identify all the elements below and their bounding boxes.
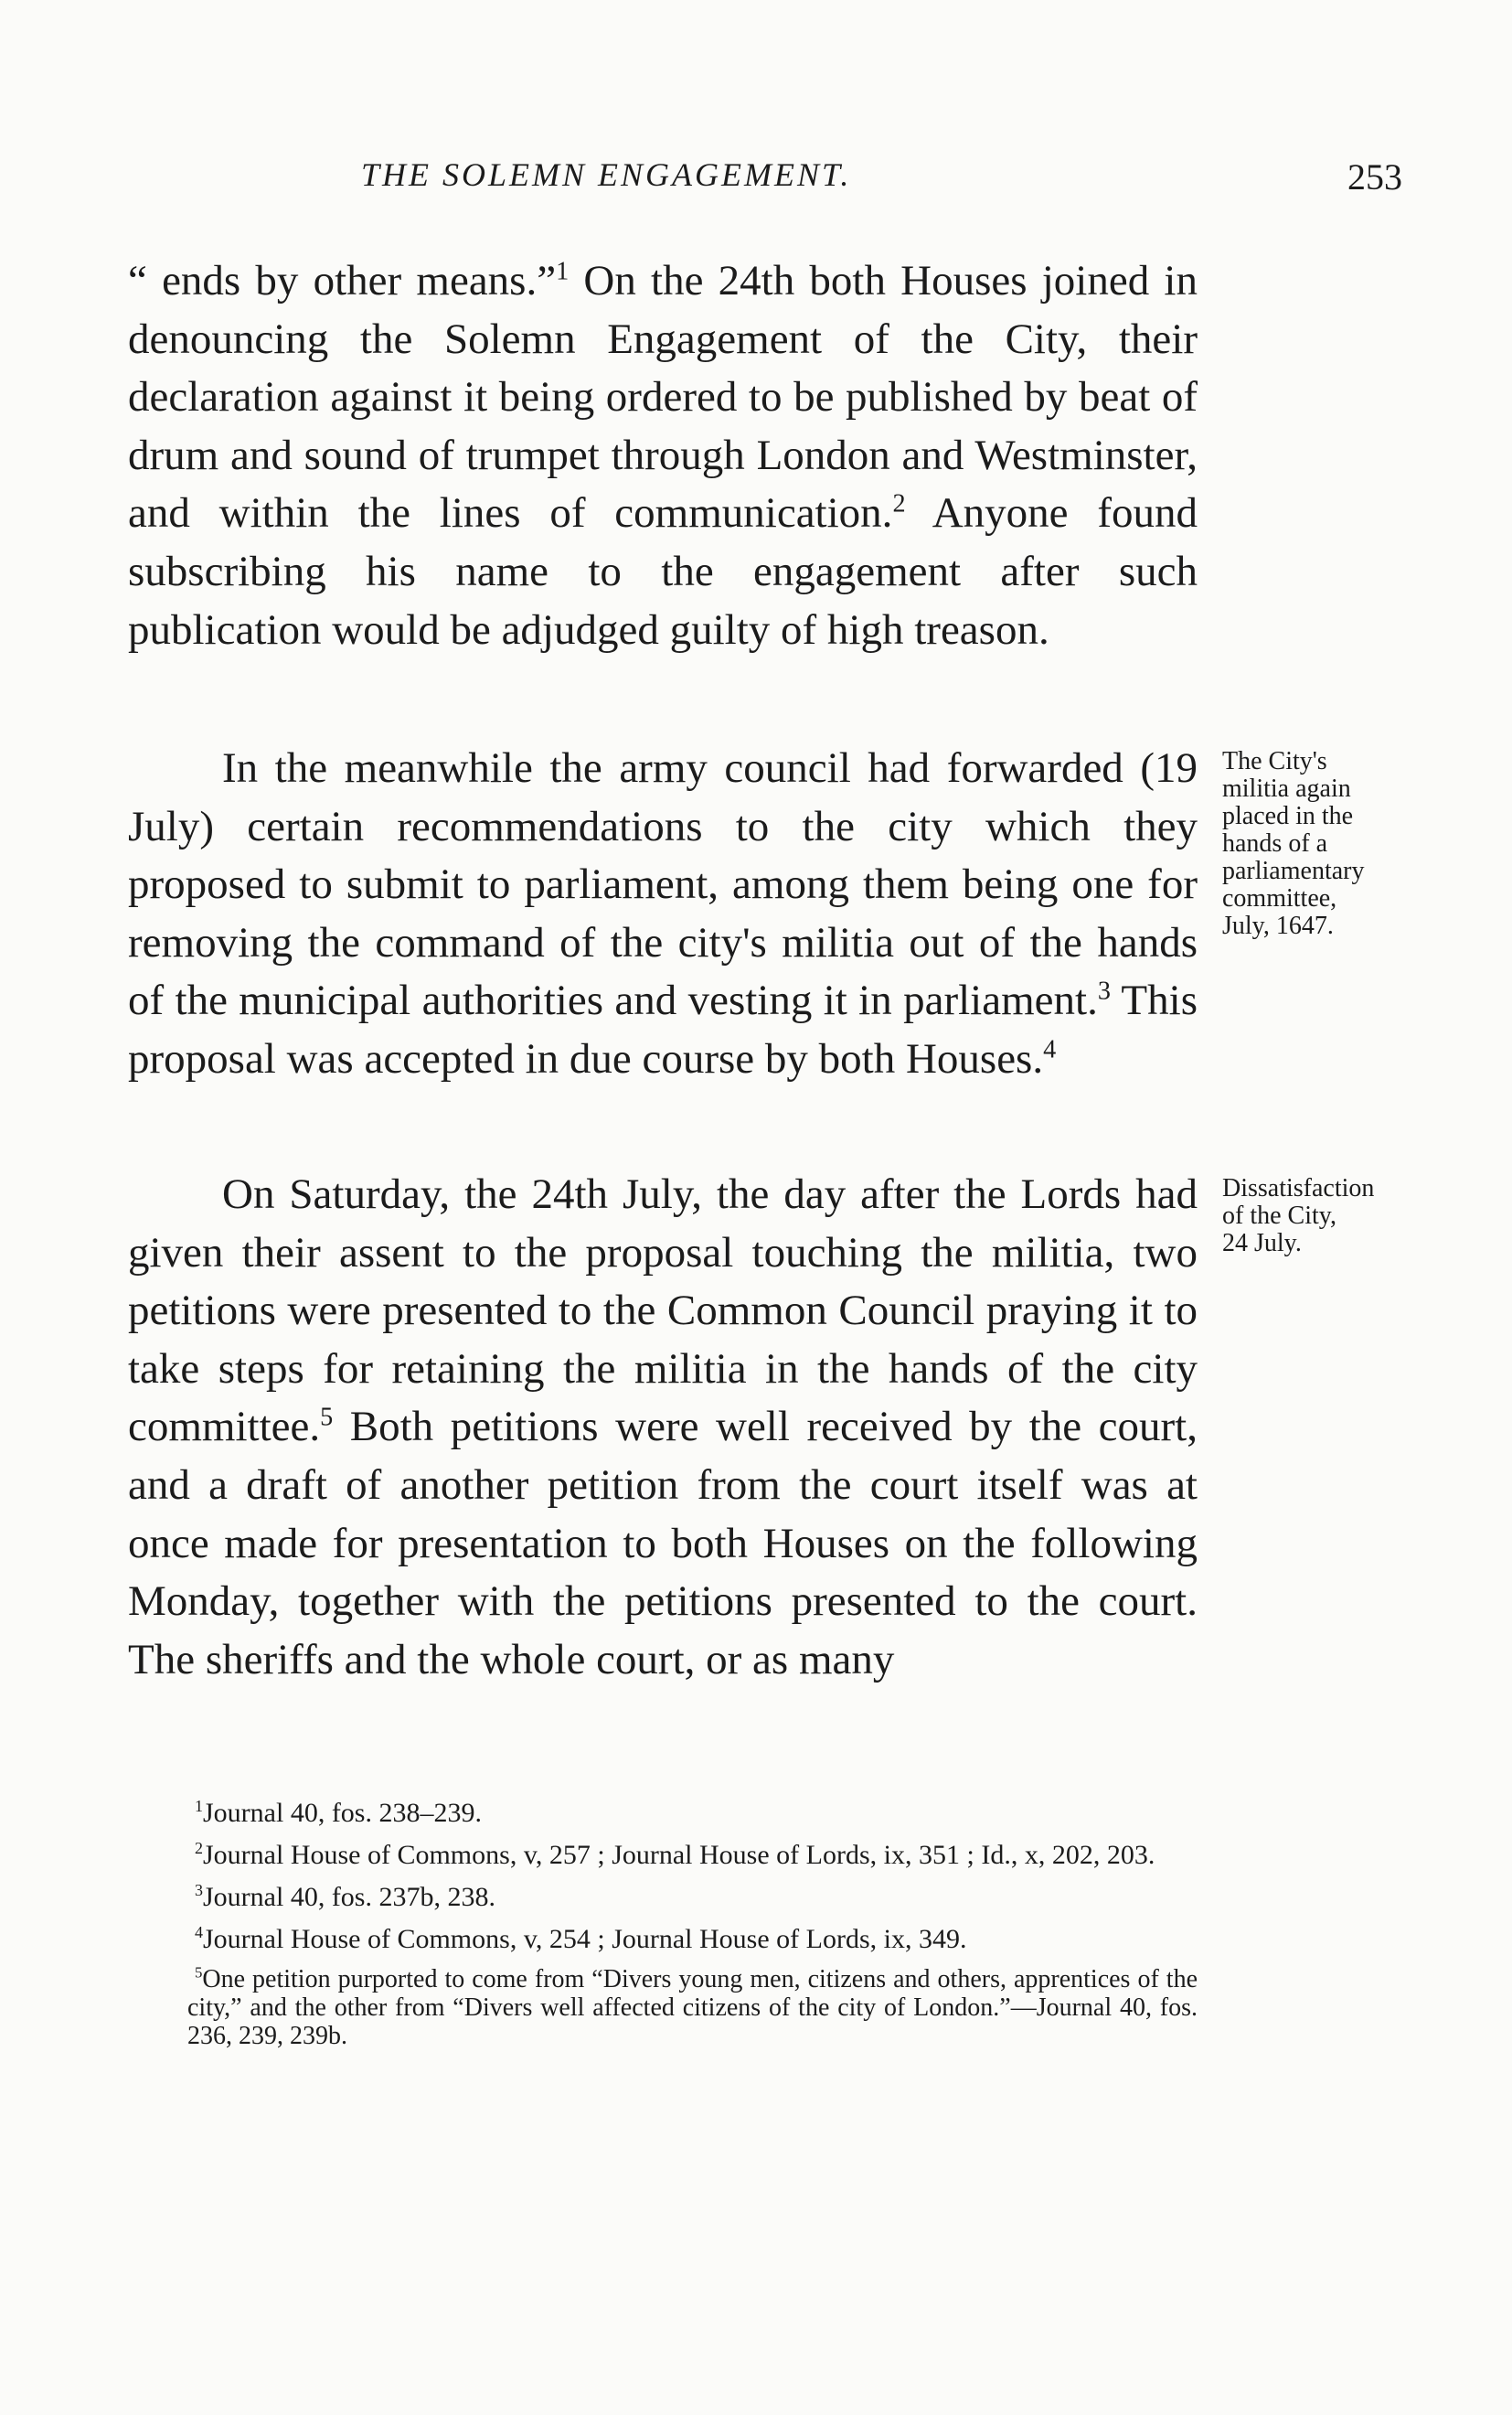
- footnote-mark: 5: [195, 1963, 203, 1982]
- footnote-3: [187, 1881, 1198, 1914]
- body-paragraph-2: [128, 740, 1198, 1089]
- text-run: Anyone found subscribing his name to the engagement after such publication would be adjudged guilty of high treason.: [128, 489, 1198, 654]
- footnote-5: [187, 1965, 1198, 2050]
- body-paragraph-1: [128, 252, 1198, 659]
- footnote-text: One petition purported to come from “Divers young men, citizens and others, apprentices of the city,” and the other from “Divers well affected citizens of the city of London.”—Journal 40, fos. 236, 239, 239b.: [187, 1965, 1198, 2050]
- footnote-text: Journal House of Commons, v, 254 ; Journal House of Lords, ix, 349.: [203, 1924, 967, 1954]
- text-run: Both petitions were well received by the court, and a draft of another petition from the court itself was at once made for presentation to both Houses on the following Monday, together with the petitions presented to the court. The sheriffs and the whole court, or as many: [128, 1403, 1198, 1683]
- footnote-mark: 2: [195, 1839, 203, 1857]
- marginal-line: hands of a: [1222, 829, 1328, 858]
- footnote-ref-2: 2: [892, 489, 906, 518]
- footnote-mark: 4: [195, 1923, 203, 1941]
- footnote-text: Journal 40, fos. 237b, 238.: [203, 1882, 495, 1912]
- page-number: 253: [1347, 156, 1402, 198]
- footnote-mark: 3: [195, 1881, 203, 1899]
- marginal-note-militia: [1222, 748, 1446, 940]
- marginal-line: The City's: [1222, 747, 1327, 775]
- text-run: This proposal was accepted in due course by both Houses.: [128, 977, 1198, 1083]
- marginal-line: committee,: [1222, 884, 1337, 913]
- marginal-line: 24 July.: [1222, 1229, 1302, 1257]
- marginal-line: militia again: [1222, 775, 1351, 803]
- marginal-line: July, 1647.: [1222, 912, 1334, 940]
- text-run: On Saturday, the 24th July, the day after the Lords had given their assent to the proposal touching the militia, two petitions were presented to the Common Council praying it to take steps for retaining the militia in the hands of the city committee.: [128, 1170, 1198, 1451]
- footnote-2: [187, 1839, 1198, 1872]
- marginal-line: of the City,: [1222, 1202, 1336, 1230]
- footnote-text: Journal House of Commons, v, 257 ; Journal House of Lords, ix, 351 ; Id., x, 202, 203.: [203, 1840, 1155, 1870]
- footnote-4: [187, 1923, 1198, 1956]
- marginal-line: parliamentary: [1222, 857, 1365, 885]
- text-run: “ ends by other means.”: [128, 257, 557, 305]
- body-paragraph-3: [128, 1166, 1198, 1689]
- footnote-ref-5: 5: [320, 1403, 334, 1432]
- footnote-1: [187, 1797, 1198, 1830]
- footnotes: [187, 1797, 1198, 2059]
- footnote-text: Journal 40, fos. 238–239.: [203, 1798, 482, 1828]
- footnote-mark: 1: [195, 1797, 203, 1815]
- footnote-ref-1: 1: [556, 257, 570, 286]
- running-head: THE SOLEMN ENGAGEMENT.: [361, 156, 852, 193]
- marginal-line: placed in the: [1222, 802, 1354, 830]
- footnote-ref-3: 3: [1097, 977, 1111, 1006]
- marginal-line: Dissatisfaction: [1222, 1174, 1375, 1202]
- text-run: In the meanwhile the army council had forwarded (19 July) certain recommendations to the city which they proposed to submit to parliament, among them being one for removing the command of the city's militia out of the hands of the municipal authorities and vesting it in parliament.: [128, 744, 1198, 1025]
- text-run: On the 24th both Houses joined in denouncing the Solemn Engagement of the City, their declaration against it being ordered to be published by beat of drum and sound of trumpet through London and Westminster, and within the lines of communication.: [128, 257, 1198, 538]
- footnote-ref-4: 4: [1043, 1035, 1057, 1064]
- marginal-note-dissatisfaction: [1222, 1175, 1446, 1257]
